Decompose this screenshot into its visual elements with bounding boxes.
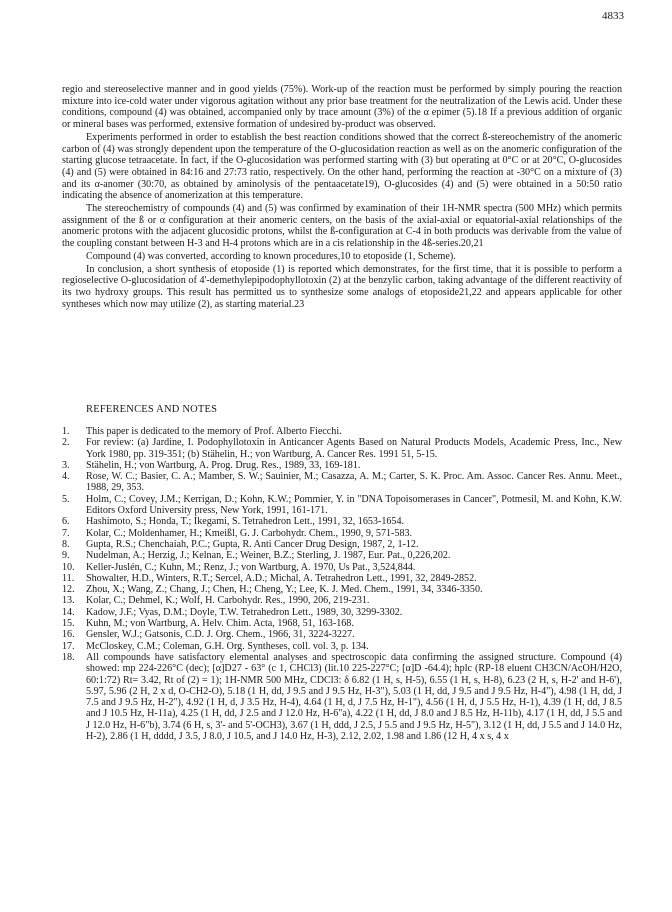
reference-text: Showalter, H.D., Winters, R.T.; Sercel, A.D.; Michal, A. Tetrahedron Lett., 1991, 32, 2849-2852. (86, 572, 477, 584)
paragraph: regio and stereoselective manner and in good yields (75%). Work-up of the reaction must be performed by simply pouring the reaction mixture into ice-cold water under vigorous agitation without any prior base treatment for the neutralization of the Lewis acid. Under these conditions, compound (4) was obtained, accompanied only by trace amount (3%) of the α epimer (5).18 If a previous addition of organic or mineral bases was performed, extensive formation of undesired by-product was observed. (62, 84, 622, 131)
reference-number: 4. (62, 471, 70, 483)
reference-number: 7. (62, 527, 70, 539)
reference-text: For review: (a) Jardine, I. Podophyllotoxin in Anticancer Agents Based on Natural Products Models, Academic Press, Inc., New York 1980, pp. 319-351; (b) Stähelin, H.; von Wartburg, A. Cancer Res. 1991 51, 5-15. (86, 437, 622, 460)
reference-text: McCloskey, C.M.; Coleman, G.H. Org. Syntheses, coll. vol. 3, p. 134. (86, 640, 369, 652)
reference-item (62, 494, 622, 517)
references-list (62, 426, 622, 742)
references-heading: REFERENCES AND NOTES (86, 404, 218, 415)
reference-item (62, 426, 622, 437)
reference-item (62, 539, 622, 550)
reference-number: 2. (62, 437, 70, 449)
reference-item (62, 471, 622, 494)
reference-text: Kuhn, M.; von Wartburg, A. Helv. Chim. Acta, 1968, 51, 163-168. (86, 618, 354, 630)
body-text (62, 84, 622, 311)
reference-item (62, 595, 622, 606)
reference-number: 1. (62, 426, 70, 437)
reference-number: 6. (62, 516, 70, 528)
reference-text: Rose, W. C.; Basier, C. A.; Mamber, S. W.; Sauinier, M.; Casazza, A. M.; Carter, S. K. Proc. Am. Assoc. Cancer Res. Annu. Meet., 1988, 29, 353. (86, 471, 622, 494)
reference-number: 8. (62, 538, 70, 550)
reference-text: Zhou, X.; Wang, Z.; Chang, J.; Chen, H.; Cheng, Y.; Lee, K. J. Med. Chem., 1991, 34, 3346-3350. (86, 584, 483, 596)
reference-item (62, 550, 622, 561)
reference-text: All compounds have satisfactory elemental analyses and spectroscopic data confirming the assigned structure. Compound (4) showed: mp 224-226°C (dec); [α]D27 - 63° (c 1, CHCl3) (lit.10 225-227°C; [α]D -64.4); hplc (RP-18 eluent CH3CN/AcOH/H2O, 60:1:72) Rt= 3.42, Rt of (2) = 1); 1H-NMR 500 MHz, CDCl3: δ 6.82 (1 H, s, H-5), 6.55 (1 H, s, H-8), 6.23 (2 H, s, H-2' and H-6'), 5.97, 5.96 (2 H, 2 x d, O-CH2-O), 5.18 (1 H, dd, J 9.5 and J 9.5 Hz, H-3"), 5.03 (1 H, dd, J 9.5 and J 9.5 Hz, H-4"), 4.98 (1 H, dd, J 7.5 and J 9.5 Hz, H-2"), 4.92 (1 H, d, J 3.5 Hz, H-4), 4.64 (1 H, d, J 7.5 Hz, H-1"), 4.56 (1 H, d, J 5.5 Hz, H-1), 4.39 (1 H, dd, J 8.5 and J 10.5 Hz, H-11a), 4.25 (1 H, dd, J 2.5 and J 12.0 Hz, H-6"a), 4.22 (1 H, dd, J 8.0 and J 8.5 Hz, H-11b), 4.17 (1 H, dd, J 5.5 and J 12.0 Hz, H-6"b), 3.74 (6 H, s, 3'- and 5'-OCH3), 3.67 (1 H, ddd, J 2.5, J 5.5 and J 9.5 Hz, H-5"), 3.12 (1 H, dd, J 5.5 and J 14.0 Hz, H-2), 2.86 (1 H, dddd, J 3.5, J 8.0, J 10.5, and J 14.0 Hz, H-3), 2.12, 2.02, 1.98 and 1.86 (12 H, 4 x s, 4 x (86, 651, 622, 743)
reference-item (62, 629, 622, 640)
reference-text: Keller-Juslén, C.; Kuhn, M.; Renz, J.; von Wartburg, A. 1970, Us Pat., 3,524,844. (86, 561, 416, 573)
page-number: 4833 (602, 10, 624, 22)
reference-number: 12. (62, 584, 75, 596)
reference-number: 13. (62, 595, 75, 607)
reference-item (62, 437, 622, 460)
reference-item (62, 641, 622, 652)
reference-text: This paper is dedicated to the memory of Prof. Alberto Fiecchi. (86, 426, 342, 437)
paragraph: Experiments performed in order to establish the best reaction conditions showed that the correct ß-stereochemistry of the anomeric carbon of (4) was strongly dependent upon the temperature of the O-glucosidation reaction as well as on the anomeric configuration of the starting glucose tetraacetate. In fact, if the O-glucosidation was performed starting with (3) but operating at 0°C or at 20°C, O-glucosides (4) and (5) were obtained in 84:16 and 27:73 ratio, respectively. On the other hand, performing the reaction at -30°C on a mixture of (3) and its α-anomer (30:70, as obtained by aminolysis of the pentaacetate19), O-glucosides (4) and (5) were obtained in a 50:50 ratio indicating the absence of anomerization at this temperature. (62, 131, 622, 202)
reference-text: Kadow, J.F.; Vyas, D.M.; Doyle, T.W. Tetrahedron Lett., 1989, 30, 3299-3302. (86, 606, 403, 618)
reference-number: 16. (62, 629, 75, 641)
reference-number: 14. (62, 606, 75, 618)
reference-number: 15. (62, 618, 75, 630)
reference-item (62, 460, 622, 471)
reference-number: 18. (62, 651, 75, 663)
reference-text: Gensler, W.J.; Gatsonis, C.D. J. Org. Chem., 1966, 31, 3224-3227. (86, 629, 355, 641)
reference-number: 9. (62, 550, 70, 562)
reference-item (62, 528, 622, 539)
reference-item (62, 573, 622, 584)
reference-number: 5. (62, 493, 70, 505)
reference-item (62, 584, 622, 595)
reference-number: 17. (62, 640, 75, 652)
reference-number: 3. (62, 459, 70, 471)
reference-text: Hashimoto, S.; Honda, T.; Ikegami, S. Tetrahedron Lett., 1991, 32, 1653-1654. (86, 516, 405, 528)
reference-item (62, 652, 622, 742)
reference-text: Kolar, C.; Dehmel, K.; Wolf, H. Carbohydr. Res., 1990, 206, 219-231. (86, 595, 370, 607)
paragraph: In conclusion, a short synthesis of etoposide (1) is reported which demonstrates, for the first time, that it is possible to perform a regioselective O-glucosidation of 4'-demethylepipodophyllotoxin (2) at the benzylic carbon, taking advantage of the different reactivity of its two hydroxy groups. This result has permitted us to synthesize some analogs of etoposide21,22 and appears applicable for other syntheses which now may utilize (2), as starting material.23 (62, 263, 622, 310)
paragraph: Compound (4) was converted, according to known procedures,10 to etoposide (1, Scheme). (86, 250, 456, 262)
reference-item (62, 618, 622, 629)
reference-text: Kolar, C.; Moldenhamer, H.; Kmeißl, G. J. Carbohydr. Chem., 1990, 9, 571-583. (86, 527, 413, 539)
reference-text: Nudelman, A.; Herzig, J.; Kelnan, E.; Weiner, B.Z.; Sterling, J. 1987, Eur. Pat., 0,226,202. (86, 550, 451, 562)
reference-item (62, 562, 622, 573)
reference-item (62, 516, 622, 527)
reference-number: 11. (62, 572, 75, 584)
reference-text: Stähelin, H.; von Wartburg, A. Prog. Drug. Res., 1989, 33, 169-181. (86, 459, 361, 471)
paragraph: The stereochemistry of compounds (4) and (5) was confirmed by examination of their 1H-NMR spectra (500 MHz) which permits assignment of the ß or α configuration at their anomeric centers, on the basis of the axial-axial or equatorial-axial relationships of the anomeric protons with the adjacent glucosidic protons, whilst the ß-configuration at C-4 in both products was derivable from the value of the coupling constant between H-3 and H-4 protons which are in a cis relationship in the 4ß-series.20,21 (62, 203, 622, 250)
reference-text: Holm, C.; Covey, J.M.; Kerrigan, D.; Kohn, K.W.; Pommier, Y. in "DNA Topoisomerases in Cancer", Potmesil, M. and Kohn, K.W. Editors Oxford University press, New York, 1991, 161-171. (86, 493, 622, 517)
reference-number: 10. (62, 561, 75, 573)
reference-text: Gupta, R.S.; Chenchaiah, P.C.; Gupta, R. Anti Cancer Drug Design, 1987, 2, 1-12. (86, 538, 419, 550)
reference-item (62, 607, 622, 618)
